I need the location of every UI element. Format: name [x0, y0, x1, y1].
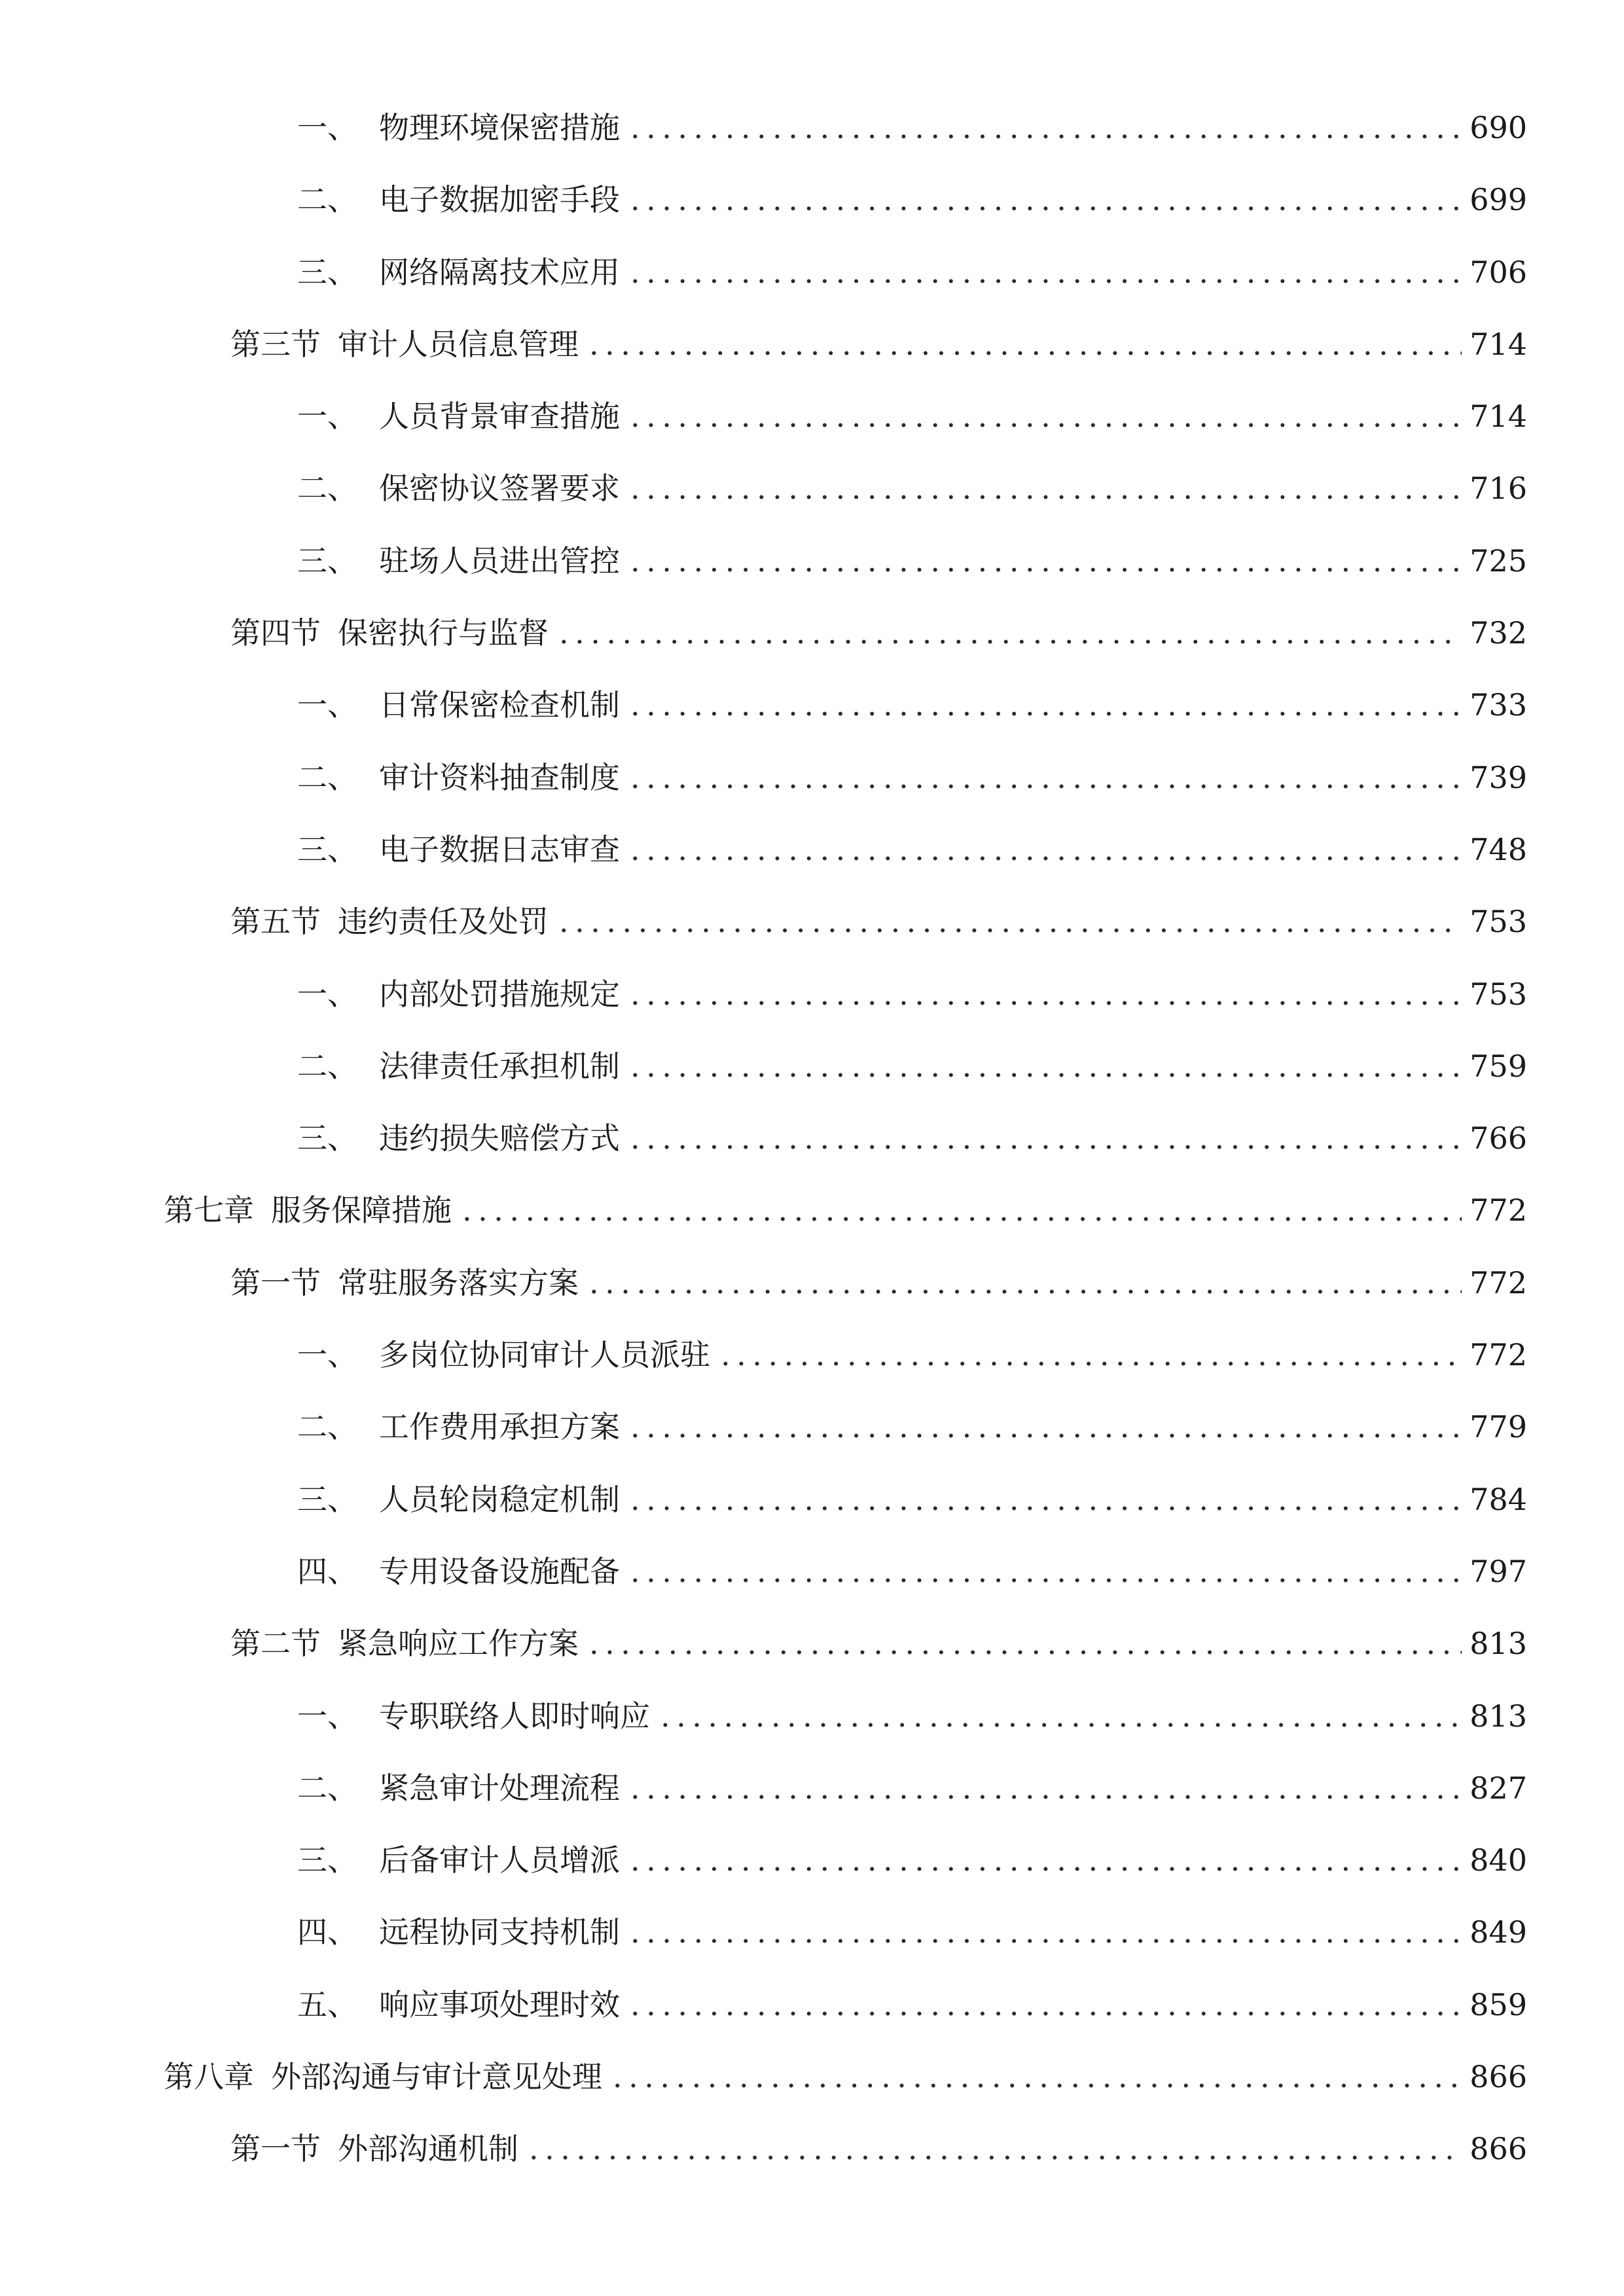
- toc-entry-title: 人员轮岗稳定机制: [379, 1481, 620, 1517]
- toc-entry[interactable]: [0, 308, 1624, 380]
- toc-entry-title: 专用设备设施配备: [379, 1553, 620, 1589]
- toc-entry-title: 紧急响应工作方案: [338, 1626, 579, 1662]
- toc-entry[interactable]: [0, 1607, 1624, 1679]
- toc-entry-title: 外部沟通与审计意见处理: [271, 2059, 602, 2095]
- dot-leader: [630, 525, 1462, 597]
- toc-entry-number: 第五节: [230, 904, 321, 940]
- toc-entry[interactable]: [0, 2113, 1624, 2185]
- toc-entry-title: 多岗位协同审计人员派驻: [379, 1337, 710, 1373]
- dot-leader: [630, 1969, 1462, 2041]
- toc-entry[interactable]: [0, 1535, 1624, 1607]
- toc-entry-title: 电子数据日志审查: [379, 831, 620, 867]
- dot-leader: [630, 742, 1462, 814]
- toc-entry-number: 一、: [297, 1698, 357, 1734]
- toc-entry-number: 第三节: [230, 326, 321, 362]
- toc-entry-number: 一、: [297, 1337, 357, 1373]
- toc-entry-page: 733: [1470, 687, 1527, 723]
- dot-leader: [630, 164, 1462, 236]
- toc-entry-number: 第二节: [230, 1626, 321, 1662]
- dot-leader: [630, 958, 1462, 1030]
- dot-leader: [630, 1752, 1462, 1824]
- toc-entry-page: 772: [1470, 1265, 1527, 1300]
- dot-leader: [589, 308, 1462, 380]
- dot-leader: [630, 452, 1462, 524]
- toc-entry-title: 常驻服务落实方案: [338, 1265, 579, 1300]
- toc-entry-title: 网络隔离技术应用: [379, 254, 620, 290]
- dot-leader: [589, 1607, 1462, 1679]
- toc-entry-page: 732: [1470, 615, 1527, 651]
- toc-entry[interactable]: [0, 1463, 1624, 1535]
- toc-entry-title: 外部沟通机制: [338, 2131, 518, 2167]
- toc-entry-page: 699: [1470, 182, 1527, 218]
- toc-entry-title: 违约损失赔偿方式: [379, 1121, 620, 1157]
- toc-entry-title: 远程协同支持机制: [379, 1914, 620, 1950]
- toc-entry[interactable]: [0, 742, 1624, 814]
- dot-leader: [589, 1247, 1462, 1319]
- toc-entry-title: 专职联络人即时响应: [379, 1698, 650, 1734]
- toc-entry[interactable]: [0, 1102, 1624, 1174]
- toc-entry-page: 714: [1470, 326, 1527, 362]
- toc-entry-number: 二、: [297, 1048, 357, 1084]
- toc-entry-page: 706: [1470, 254, 1527, 290]
- toc-entry-title: 紧急审计处理流程: [379, 1770, 620, 1806]
- dot-leader: [630, 1391, 1462, 1463]
- toc-entry-number: 一、: [297, 976, 357, 1012]
- toc-entry[interactable]: [0, 164, 1624, 236]
- toc-entry-page: 813: [1470, 1698, 1527, 1734]
- toc-entry-title: 响应事项处理时效: [379, 1986, 620, 2022]
- dot-leader: [630, 380, 1462, 452]
- toc-entry-page: 772: [1470, 1193, 1527, 1229]
- toc-entry[interactable]: [0, 597, 1624, 669]
- toc-entry[interactable]: [0, 814, 1624, 886]
- dot-leader: [630, 1896, 1462, 1968]
- dot-leader: [630, 814, 1462, 886]
- toc-entry-page: 753: [1470, 976, 1527, 1012]
- toc-entry-number: 三、: [297, 831, 357, 867]
- dot-leader: [660, 1680, 1462, 1752]
- toc-entry-number: 一、: [297, 110, 357, 145]
- toc-entry[interactable]: [0, 1174, 1624, 1246]
- toc-entry-number: 二、: [297, 759, 357, 795]
- toc-entry[interactable]: [0, 1752, 1624, 1824]
- toc-entry-title: 服务保障措施: [271, 1193, 452, 1229]
- toc-entry-number: 四、: [297, 1914, 357, 1950]
- toc-entry[interactable]: [0, 380, 1624, 452]
- dot-leader: [630, 1463, 1462, 1535]
- toc-entry[interactable]: [0, 1030, 1624, 1102]
- dot-leader: [630, 1535, 1462, 1607]
- dot-leader: [630, 1030, 1462, 1102]
- toc-entry-number: 三、: [297, 1842, 357, 1878]
- toc-entry[interactable]: [0, 1680, 1624, 1752]
- toc-entry-title: 保密协议签署要求: [379, 471, 620, 507]
- toc-entry-page: 859: [1470, 1986, 1527, 2022]
- toc-entry-number: 五、: [297, 1986, 357, 2022]
- toc-entry-page: 725: [1470, 543, 1527, 579]
- toc-entry-title: 物理环境保密措施: [379, 110, 620, 145]
- dot-leader: [613, 2041, 1462, 2113]
- toc-entry-title: 内部处罚措施规定: [379, 976, 620, 1012]
- toc-entry-page: 840: [1470, 1842, 1527, 1878]
- toc-entry-number: 三、: [297, 1481, 357, 1517]
- toc-entry-number: 一、: [297, 687, 357, 723]
- dot-leader: [559, 886, 1462, 958]
- toc-entry-page: 784: [1470, 1481, 1527, 1517]
- toc-entry-title: 人员背景审查措施: [379, 399, 620, 435]
- toc-entry-page: 772: [1470, 1337, 1527, 1373]
- toc-entry[interactable]: [0, 1247, 1624, 1319]
- toc-entry-page: 849: [1470, 1914, 1527, 1950]
- toc-entry-number: 三、: [297, 543, 357, 579]
- dot-leader: [630, 236, 1462, 308]
- toc-list: [0, 92, 1624, 2185]
- toc-entry-page: 866: [1470, 2131, 1527, 2167]
- dot-leader: [630, 669, 1462, 741]
- toc-entry-page: 813: [1470, 1626, 1527, 1662]
- toc-entry-page: 827: [1470, 1770, 1527, 1806]
- toc-entry[interactable]: [0, 1896, 1624, 1968]
- toc-entry-page: 779: [1470, 1409, 1527, 1445]
- toc-entry-page: 714: [1470, 399, 1527, 435]
- toc-entry-title: 驻场人员进出管控: [379, 543, 620, 579]
- dot-leader: [630, 92, 1462, 164]
- toc-entry[interactable]: [0, 669, 1624, 741]
- toc-entry-number: 第一节: [230, 1265, 321, 1300]
- toc-entry-title: 电子数据加密手段: [379, 182, 620, 218]
- toc-entry-number: 一、: [297, 399, 357, 435]
- toc-entry-number: 二、: [297, 182, 357, 218]
- toc-entry-title: 后备审计人员增派: [379, 1842, 620, 1878]
- toc-entry-title: 工作费用承担方案: [379, 1409, 620, 1445]
- toc-entry-number: 三、: [297, 1121, 357, 1157]
- dot-leader: [462, 1174, 1462, 1246]
- toc-entry-number: 三、: [297, 254, 357, 290]
- dot-leader: [721, 1319, 1462, 1391]
- toc-entry[interactable]: [0, 236, 1624, 308]
- toc-entry[interactable]: [0, 92, 1624, 164]
- toc-entry[interactable]: [0, 525, 1624, 597]
- toc-entry-page: 739: [1470, 759, 1527, 795]
- toc-entry-page: 748: [1470, 831, 1527, 867]
- toc-entry-page: 797: [1470, 1553, 1527, 1589]
- toc-entry-page: 766: [1470, 1121, 1527, 1157]
- toc-entry[interactable]: [0, 2041, 1624, 2113]
- toc-entry-title: 违约责任及处罚: [338, 904, 549, 940]
- toc-entry-number: 二、: [297, 1770, 357, 1806]
- toc-entry-number: 第四节: [230, 615, 321, 651]
- toc-entry-page: 690: [1470, 110, 1527, 145]
- toc-entry[interactable]: [0, 1391, 1624, 1463]
- toc-entry-number: 第八章: [164, 2059, 254, 2095]
- toc-entry-title: 审计资料抽查制度: [379, 759, 620, 795]
- toc-entry[interactable]: [0, 958, 1624, 1030]
- dot-leader: [559, 597, 1462, 669]
- toc-entry[interactable]: [0, 1824, 1624, 1896]
- toc-entry[interactable]: [0, 1969, 1624, 2041]
- toc-entry-number: 四、: [297, 1553, 357, 1589]
- toc-entry-number: 二、: [297, 471, 357, 507]
- toc-entry-title: 审计人员信息管理: [338, 326, 579, 362]
- toc-entry-page: 866: [1470, 2059, 1527, 2095]
- toc-entry-title: 日常保密检查机制: [379, 687, 620, 723]
- toc-entry-number: 第七章: [164, 1193, 254, 1229]
- toc-entry-page: 759: [1470, 1048, 1527, 1084]
- toc-entry-title: 保密执行与监督: [338, 615, 549, 651]
- toc-entry[interactable]: [0, 886, 1624, 958]
- toc-entry[interactable]: [0, 452, 1624, 524]
- toc-entry-number: 二、: [297, 1409, 357, 1445]
- toc-entry[interactable]: [0, 1319, 1624, 1391]
- dot-leader: [630, 1824, 1462, 1896]
- toc-entry-page: 753: [1470, 904, 1527, 940]
- toc-entry-number: 第一节: [230, 2131, 321, 2167]
- dot-leader: [630, 1102, 1462, 1174]
- toc-entry-title: 法律责任承担机制: [379, 1048, 620, 1084]
- toc-entry-page: 716: [1470, 471, 1527, 507]
- dot-leader: [529, 2113, 1462, 2185]
